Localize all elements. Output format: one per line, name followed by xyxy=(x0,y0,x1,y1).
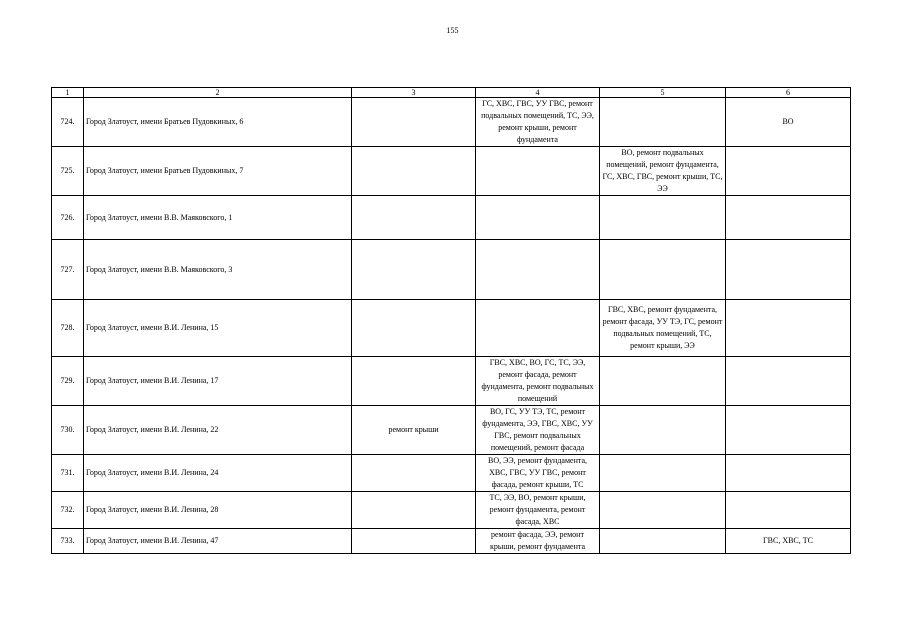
address-cell: Город Златоуст, имени В.И. Ленина, 17 xyxy=(84,357,352,406)
header-col-2: 2 xyxy=(84,88,352,98)
table-row xyxy=(52,300,851,357)
col3-cell xyxy=(352,455,476,492)
col6-cell xyxy=(726,455,851,492)
col4-cell xyxy=(476,240,600,300)
address-cell: Город Златоуст, имени Братьев Пудовкиных, 6 xyxy=(84,98,352,147)
table-row xyxy=(52,529,851,554)
col5-cell xyxy=(600,98,726,147)
col6-cell xyxy=(726,357,851,406)
table-row xyxy=(52,492,851,529)
col4-cell: ремонт фасада, ЭЭ, ремонт крыши, ремонт фундамента xyxy=(476,529,600,554)
col6-cell xyxy=(726,492,851,529)
table-row xyxy=(52,240,851,300)
register-table xyxy=(51,87,851,554)
table-row xyxy=(52,357,851,406)
col3-cell xyxy=(352,196,476,240)
header-row xyxy=(52,88,851,98)
col3-cell xyxy=(352,98,476,147)
header-col-6: 6 xyxy=(726,88,851,98)
col4-cell: ВО, ГС, УУ ТЭ, ТС, ремонт фундамента, ЭЭ, ГВС, ХВС, УУ ГВС, ремонт подвальных помещений, ремонт фасада xyxy=(476,406,600,455)
col5-cell xyxy=(600,529,726,554)
address-cell: Город Златоуст, имени В.И. Ленина, 15 xyxy=(84,300,352,357)
header-col-4: 4 xyxy=(476,88,600,98)
col5-cell xyxy=(600,196,726,240)
col4-cell: ВО, ЭЭ, ремонт фундамента, ХВС, ГВС, УУ ГВС, ремонт фасада, ремонт крыши, ТС xyxy=(476,455,600,492)
col4-cell: ГВС, ХВС, ВО, ГС, ТС, ЭЭ, ремонт фасада, ремонт фундамента, ремонт подвальных помещений xyxy=(476,357,600,406)
address-cell: Город Златоуст, имени В.В. Маяковского, 3 xyxy=(84,240,352,300)
row-number: 726. xyxy=(52,196,84,240)
table-row xyxy=(52,406,851,455)
col3-cell xyxy=(352,492,476,529)
col4-cell xyxy=(476,196,600,240)
col3-cell xyxy=(352,147,476,196)
col5-cell xyxy=(600,492,726,529)
header-col-3: 3 xyxy=(352,88,476,98)
table-row xyxy=(52,98,851,147)
col3-cell xyxy=(352,240,476,300)
address-cell: Город Златоуст, имени В.И. Ленина, 47 xyxy=(84,529,352,554)
table-row xyxy=(52,455,851,492)
row-number: 731. xyxy=(52,455,84,492)
row-number: 727. xyxy=(52,240,84,300)
col5-cell xyxy=(600,357,726,406)
address-cell: Город Златоуст, имени В.И. Ленина, 22 xyxy=(84,406,352,455)
page-number: 155 xyxy=(446,26,459,35)
header-col-1: 1 xyxy=(52,88,84,98)
row-number: 729. xyxy=(52,357,84,406)
col3-cell xyxy=(352,529,476,554)
col5-cell: ГВС, ХВС, ремонт фундамента, ремонт фасада, УУ ТЭ, ГС, ремонт подвальных помещений, ТС, ремонт крыши, ЭЭ xyxy=(600,300,726,357)
address-cell: Город Златоуст, имени В.И. Ленина, 28 xyxy=(84,492,352,529)
col4-cell xyxy=(476,300,600,357)
row-number: 725. xyxy=(52,147,84,196)
col6-cell: ГВС, ХВС, ТС xyxy=(726,529,851,554)
col6-cell xyxy=(726,406,851,455)
row-number: 732. xyxy=(52,492,84,529)
col4-cell: ТС, ЭЭ, ВО, ремонт крыши, ремонт фундамента, ремонт фасада, ХВС xyxy=(476,492,600,529)
table-row xyxy=(52,196,851,240)
col3-cell xyxy=(352,300,476,357)
col5-cell xyxy=(600,455,726,492)
header-col-5: 5 xyxy=(600,88,726,98)
row-number: 728. xyxy=(52,300,84,357)
row-number: 730. xyxy=(52,406,84,455)
table-row xyxy=(52,147,851,196)
address-cell: Город Златоуст, имени Братьев Пудовкиных, 7 xyxy=(84,147,352,196)
address-cell: Город Златоуст, имени В.В. Маяковского, 1 xyxy=(84,196,352,240)
row-number: 724. xyxy=(52,98,84,147)
col3-cell: ремонт крыши xyxy=(352,406,476,455)
col6-cell xyxy=(726,147,851,196)
col6-cell xyxy=(726,196,851,240)
col4-cell: ГС, ХВС, ГВС, УУ ГВС, ремонт подвальных помещений, ТС, ЭЭ, ремонт крыши, ремонт фундамента xyxy=(476,98,600,147)
col5-cell xyxy=(600,240,726,300)
address-cell: Город Златоуст, имени В.И. Ленина, 24 xyxy=(84,455,352,492)
col5-cell: ВО, ремонт подвальных помещений, ремонт фундамента, ГС, ХВС, ГВС, ремонт крыши, ТС, ЭЭ xyxy=(600,147,726,196)
col6-cell xyxy=(726,240,851,300)
col4-cell xyxy=(476,147,600,196)
col6-cell: ВО xyxy=(726,98,851,147)
col5-cell xyxy=(600,406,726,455)
row-number: 733. xyxy=(52,529,84,554)
col6-cell xyxy=(726,300,851,357)
col3-cell xyxy=(352,357,476,406)
